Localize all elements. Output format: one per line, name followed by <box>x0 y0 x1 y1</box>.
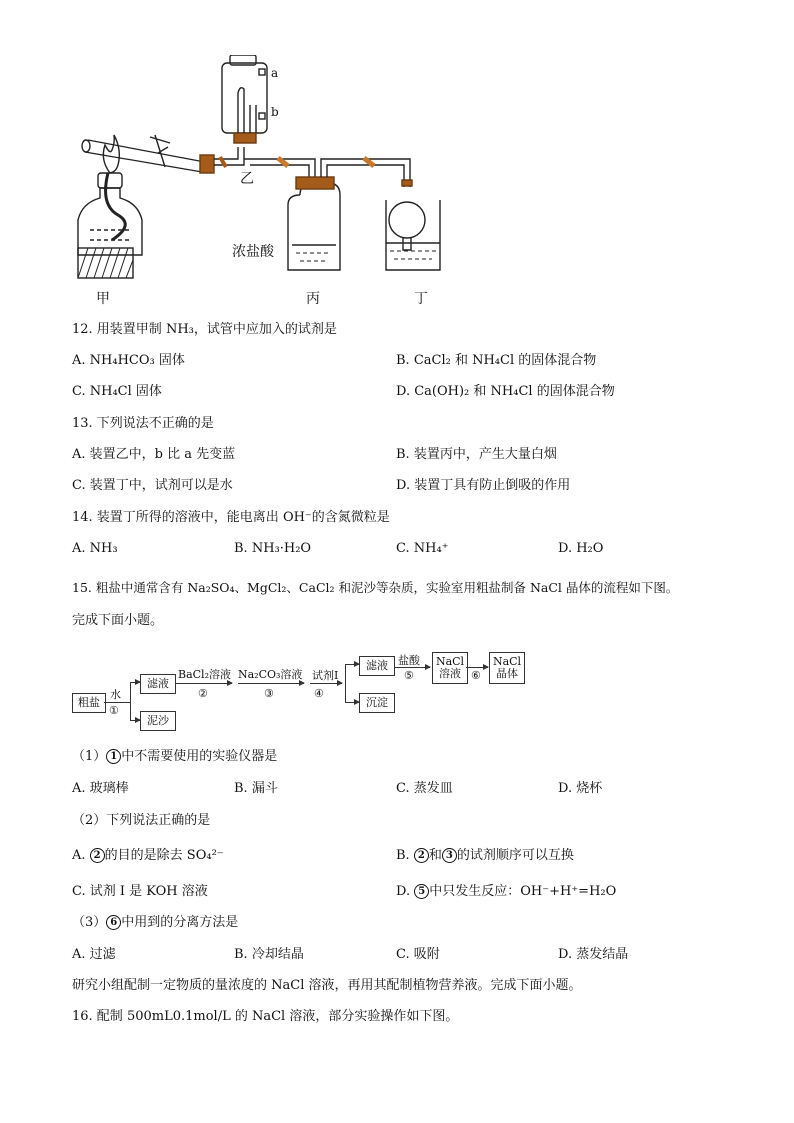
apparatus-label-hcl: 浓盐酸 <box>232 244 274 260</box>
q15-sub1-text: 中不需要使用的实验仪器是 <box>121 749 278 764</box>
q12-option-a[interactable]: A. NH₄HCO₃ 固体 <box>72 353 185 368</box>
circled-number: 5 <box>414 884 429 899</box>
option-text: 的试剂顺序可以互换 <box>456 848 574 863</box>
q15-sub1-option-a[interactable]: A. 玻璃棒 <box>72 781 129 796</box>
flow-box-nacl-crystal <box>489 652 525 684</box>
q14-option-c[interactable]: C. NH₄⁺ <box>396 541 449 556</box>
intro-16: 研究小组配制一定物质的量浓度的 NaCl 溶液，再用其配制植物营养液。完成下面小题。 <box>72 978 582 993</box>
q15-sub1-option-b[interactable]: B. 漏斗 <box>234 781 278 796</box>
flow-label-step4: ④ <box>314 687 324 700</box>
q15-sub3-option-c[interactable]: C. 吸附 <box>396 947 440 962</box>
flow-label-water: 水 <box>110 688 121 701</box>
apparatus-label-a: a <box>271 66 279 80</box>
option-letter: A. <box>72 848 90 863</box>
q15-sub3-option-d[interactable]: D. 蒸发结晶 <box>558 947 629 962</box>
q12-option-d[interactable]: D. Ca(OH)₂ 和 NH₄Cl 的固体混合物 <box>396 384 615 399</box>
q15-sub2-option-c[interactable]: C. 试剂 I 是 KOH 溶液 <box>72 884 208 899</box>
q13-option-c[interactable]: C. 装置丁中，试剂可以是水 <box>72 478 233 493</box>
q16-stem: 16. 配制 500mL0.1mol/L 的 NaCl 溶液，部分实验操作如下图。 <box>72 1009 459 1024</box>
circled-number: 1 <box>106 749 121 764</box>
q13-stem: 13. 下列说法不正确的是 <box>72 416 214 431</box>
flow-label-hcl: 盐酸 <box>398 654 420 667</box>
option-text: 和 <box>428 848 442 863</box>
q12-option-b[interactable]: B. CaCl₂ 和 NH₄Cl 的固体混合物 <box>396 353 597 368</box>
q13-option-a[interactable]: A. 装置乙中，b 比 a 先变蓝 <box>72 447 236 462</box>
apparatus-label-yi: 乙 <box>240 171 254 187</box>
flow-label-step1: ① <box>109 704 119 717</box>
flow-label-reagent4: 试剂Ⅰ <box>312 669 339 682</box>
flow-label-step5: ⑤ <box>404 669 414 682</box>
apparatus-label-b: b <box>271 105 279 119</box>
apparatus-label-jia: 甲 <box>96 291 110 307</box>
option-text: 中只发生反应：OH⁻+H⁺=H₂O <box>429 884 617 899</box>
flow-label-step3: ③ <box>264 687 274 700</box>
q13-option-b[interactable]: B. 装置丙中，产生大量白烟 <box>396 447 557 462</box>
flow-box-nacl-solution <box>432 652 468 684</box>
flow-label-step2: ② <box>198 687 208 700</box>
q15-sub3-stem <box>72 911 238 930</box>
flow-label-step6: ⑥ <box>471 669 481 682</box>
q13-option-d[interactable]: D. 装置丁具有防止倒吸的作用 <box>396 478 571 493</box>
circled-number: 2 <box>414 848 429 863</box>
q15-sub1-prefix: （1） <box>72 749 107 764</box>
flow-label-reagent3: Na₂CO₃溶液 <box>238 668 303 681</box>
option-letter: B. <box>396 848 414 863</box>
flow-nacl-solution-l2: 溶液 <box>439 667 461 680</box>
flow-box-filtrate2: 滤液 <box>359 656 395 676</box>
q15-stem-line1: 15. 粗盐中通常含有 Na₂SO₄、MgCl₂、CaCl₂ 和泥沙等杂质，实验室用粗盐制备 NaCl 晶体的流程如下图。 <box>72 580 679 595</box>
q15-sub3-option-a[interactable]: A. 过滤 <box>72 947 116 962</box>
apparatus-label-ding: 丁 <box>414 291 428 307</box>
q14-option-b[interactable]: B. NH₃·H₂O <box>234 541 312 556</box>
q15-sub2-option-a[interactable] <box>72 844 224 863</box>
circled-number: 6 <box>106 915 121 930</box>
q15-sub2-option-d[interactable] <box>396 880 616 899</box>
q14-option-d[interactable]: D. H₂O <box>558 541 604 556</box>
circled-number: 2 <box>90 848 105 863</box>
flow-nacl-crystal-l2: 晶体 <box>496 667 518 680</box>
apparatus-label-bing: 丙 <box>306 291 320 307</box>
q14-stem: 14. 装置丁所得的溶液中，能电离出 OH⁻的含氮微粒是 <box>72 510 390 525</box>
q14-option-a[interactable]: A. NH₃ <box>72 541 118 556</box>
circled-number: 3 <box>442 848 457 863</box>
q15-sub3-text: 中用到的分离方法是 <box>121 915 239 930</box>
flow-nacl-solution-l1: NaCl <box>435 655 465 668</box>
q15-sub2-stem: （2）下列说法正确的是 <box>72 813 211 828</box>
flow-box-crude-salt: 粗盐 <box>72 693 106 713</box>
q12-option-c[interactable]: C. NH₄Cl 固体 <box>72 384 162 399</box>
q15-sub1-option-c[interactable]: C. 蒸发皿 <box>396 781 453 796</box>
q15-sub1-option-d[interactable]: D. 烧杯 <box>558 781 603 796</box>
q15-sub3-prefix: （3） <box>72 915 107 930</box>
flow-label-reagent2: BaCl₂溶液 <box>178 668 231 681</box>
flow-box-sediment: 泥沙 <box>140 711 176 731</box>
q15-stem-line2: 完成下面小题。 <box>72 613 164 628</box>
apparatus-figure <box>60 55 460 305</box>
q15-sub1-stem <box>72 745 277 764</box>
flow-box-filtrate1: 滤液 <box>140 674 176 694</box>
q15-sub3-option-b[interactable]: B. 冷却结晶 <box>234 947 304 962</box>
flow-box-precipitate: 沉淀 <box>359 693 395 713</box>
option-letter: D. <box>396 884 415 899</box>
flow-nacl-crystal-l1: NaCl <box>492 655 522 668</box>
q15-sub2-option-b[interactable] <box>396 844 574 863</box>
option-text: 的目的是除去 SO₄²⁻ <box>104 848 224 863</box>
q12-stem: 12. 用装置甲制 NH₃，试管中应加入的试剂是 <box>72 322 337 337</box>
